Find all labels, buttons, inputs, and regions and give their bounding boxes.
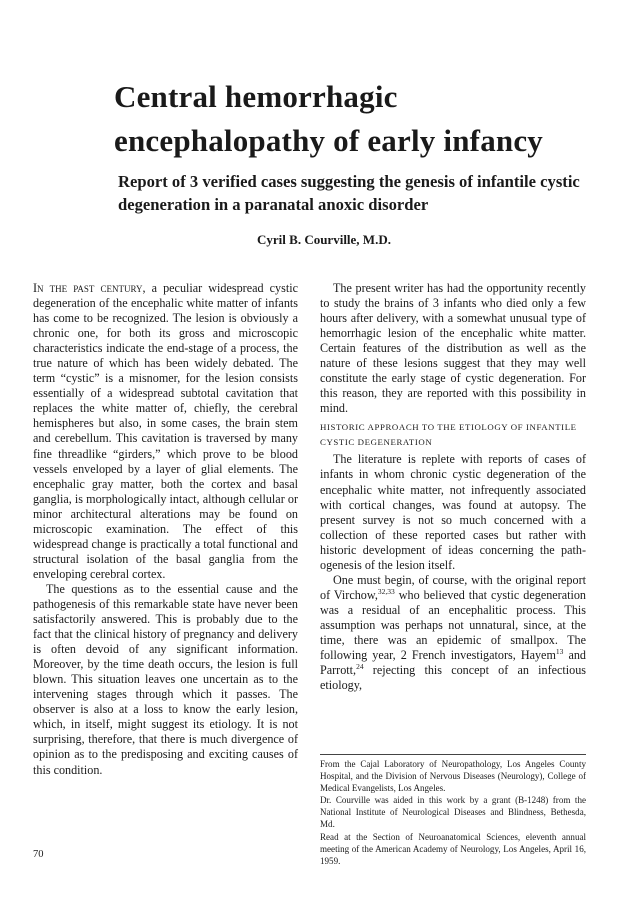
author-byline: Cyril B. Courville, M.D.	[257, 232, 391, 247]
article-subtitle: Report of 3 verified cases suggesting the genesis of infantile cystic degeneration in a paranatal anoxic disorder	[118, 172, 580, 214]
footnote-divider	[320, 754, 586, 755]
lead-in-small-caps: In the past century,	[33, 281, 146, 295]
citation-ref: 13	[555, 646, 564, 656]
body-paragraph: The present writer has had the opportunity recently to study the brains of 3 infants who died only a few hours after delivery, with a somewhat unusual type of hemorrhagic lesion of the encephalic white matter. Certain features of the distribution as well as the nature of these lesions suggest that they may well constitute the early stage of cystic degeneration. For this reason, they are reported with this possibility in mind.	[320, 281, 586, 416]
citation-ref: 32,33	[377, 586, 395, 596]
citation-ref: 24	[356, 662, 364, 672]
left-column	[33, 281, 298, 778]
body-paragraph: The literature is replete with reports of cases of infants in whom chronic cystic degeneration of the encephalic white matter, not infrequently associated with cortical changes, was found at autopsy. The present survey is not so much concerned with a collection of these reported cases but rather with historic development of ideas concerning the pathogenesis of the lesion itself.	[320, 452, 586, 572]
section-heading: HISTORIC APPROACH TO THE ETIOLOGY OF INFANTILE CYSTIC DEGENERATION	[320, 422, 577, 448]
footnote: Read at the Section of Neuroanatomical Sciences, eleventh annual meeting of the American Academy of Neurology, Los Angeles, April 16, 1959.	[320, 831, 586, 866]
footnotes	[320, 758, 586, 867]
paragraph-text: rejecting this concept of an infectious etiology,	[320, 663, 586, 693]
paragraph-text: and Parrott,	[320, 648, 586, 678]
intro-paragraph-text: a peculiar widespread cystic degeneration of the encephalic white matter of infants has come to be recognized. The lesion is obviously a chronic one, for both its gross and microscopic characteristics indicate the end-stage of a process, the true nature of which has been widely debated. The term “cystic” is a misnomer, for the lesion consists essentially of a widespread subtotal cavitation that replaces the white matter of, chiefly, the cerebral hemispheres but also, in some cases, the brain stem and cerebellum. This cavitation is traversed by many fine threadlike “girders,” which prove to be blood vessels enveloped by a layer of glial elements. The encephalic gray matter, both the cortex and basal ganglia, is morphologically intact, although cellular or minor architectural alterations may be found on microscopic examination. The effect of this widespread change is practically a total functional and structural isolation of the basal ganglia from the enveloping cerebral cortex.	[33, 281, 298, 581]
page-number: 70	[33, 849, 44, 860]
paragraph-text: One must begin, of course, with the original report of Virchow,	[320, 572, 586, 602]
intro-paragraph	[33, 281, 298, 582]
footnote: Dr. Courville was aided in this work by a grant (B-1248) from the National Institute of Neurological Diseases and Blindness, Bethesda, Md.	[320, 795, 586, 830]
body-paragraph: The questions as to the essential cause and the pathogenesis of this remarkable state have never been satisfactorily answered. This is probably due to the fact that the clinical history of pregnancy and delivery is often devoid of any significant information. Moreover, by the time death occurs, the lesion is full blown. This situation leaves one uncertain as to the intervening stages through which it passes. The observer is also at a loss to know the early lesion, which, in itself, might suggest its etiology. It is not surprising, therefore, that there is much divergence of opinion as to the predisposing and exciting causes of this condition.	[33, 581, 298, 777]
paragraph-text: who believed that cystic degeneration was a residual of an encephalitic process. This assumption was perhaps not unnatural, since, at the time, there was an epidemic of smallpox. The following year, 2 French investigators, Hayem	[320, 587, 586, 663]
article-title: Central hemorrhagic encephalopathy of early infancy	[114, 79, 543, 158]
footnote: From the Cajal Laboratory of Neuropathology, Los Angeles County Hospital, and the Division of Nervous Diseases (Neurology), College of Medical Evangelists, Los Angeles.	[320, 759, 586, 794]
right-column	[320, 281, 586, 693]
body-paragraph	[320, 573, 586, 693]
